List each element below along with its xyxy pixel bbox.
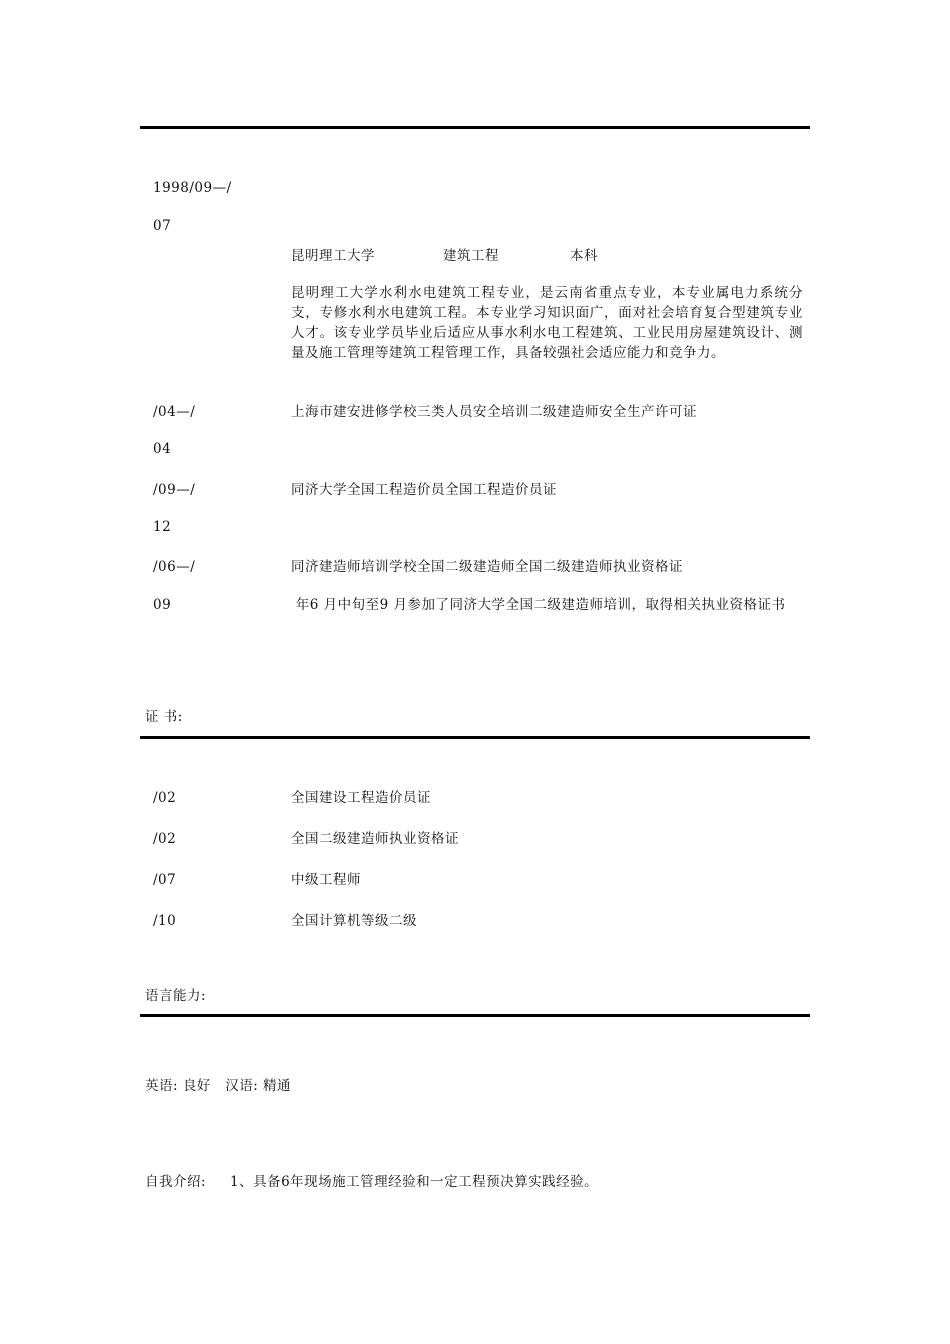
- education-major: 建筑工程: [443, 248, 499, 264]
- certificate-name: 全国建设工程造价员证: [291, 790, 431, 806]
- language-heading: 语言能力:: [145, 988, 207, 1004]
- training-content: 同济大学全国工程造价员全国工程造价员证: [291, 482, 557, 498]
- training-content: 上海市建安进修学校三类人员安全培训二级建造师安全生产许可证: [291, 404, 697, 420]
- training-content: 同济建造师培训学校全国二级建造师全国二级建造师执业资格证: [291, 559, 683, 575]
- training-date-start: /09—/: [153, 482, 196, 498]
- language-divider: [140, 1014, 810, 1017]
- self-intro-content: 1、具备6年现场施工管理经验和一定工程预决算实践经验。: [230, 1174, 599, 1190]
- certificate-name: 全国计算机等级二级: [291, 913, 417, 929]
- training-note: 年6 月中旬至9 月参加了同济大学全国二级建造师培训，取得相关执业资格证书: [291, 597, 786, 613]
- education-date-end: 07: [153, 218, 172, 234]
- education-degree: 本科: [570, 248, 598, 264]
- certificate-name: 中级工程师: [291, 872, 361, 888]
- certificate-date: /02: [153, 831, 177, 847]
- certificate-date: /02: [153, 790, 177, 806]
- certificate-name: 全国二级建造师执业资格证: [291, 831, 459, 847]
- self-intro-label: 自我介绍:: [145, 1174, 207, 1190]
- top-divider: [140, 126, 810, 129]
- training-date-end: 09: [153, 597, 172, 613]
- certificates-divider: [140, 736, 810, 739]
- education-school: 昆明理工大学: [291, 248, 375, 264]
- training-date-end: 04: [153, 441, 172, 457]
- training-date-start: /06—/: [153, 559, 196, 575]
- certificates-heading: 证 书:: [145, 709, 183, 725]
- education-date-start: 1998/09—/: [153, 180, 232, 196]
- certificate-date: /07: [153, 872, 177, 888]
- language-content: 英语: 良好 汉语: 精通: [145, 1078, 292, 1094]
- certificate-date: /10: [153, 913, 177, 929]
- training-date-start: /04—/: [153, 404, 196, 420]
- training-date-end: 12: [153, 519, 172, 535]
- education-description: 昆明理工大学水利水电建筑工程专业，是云南省重点专业，本专业属电力系统分支，专修水利水电建筑工程。本专业学习知识面广，面对社会培育复合型建筑专业人才。该专业学员毕业后适应从事水利水电工程建筑、工业民用房屋建筑设计、测量及施工管理等建筑工程管理工作，具备较强社会适应能力和竞争力。: [291, 285, 803, 361]
